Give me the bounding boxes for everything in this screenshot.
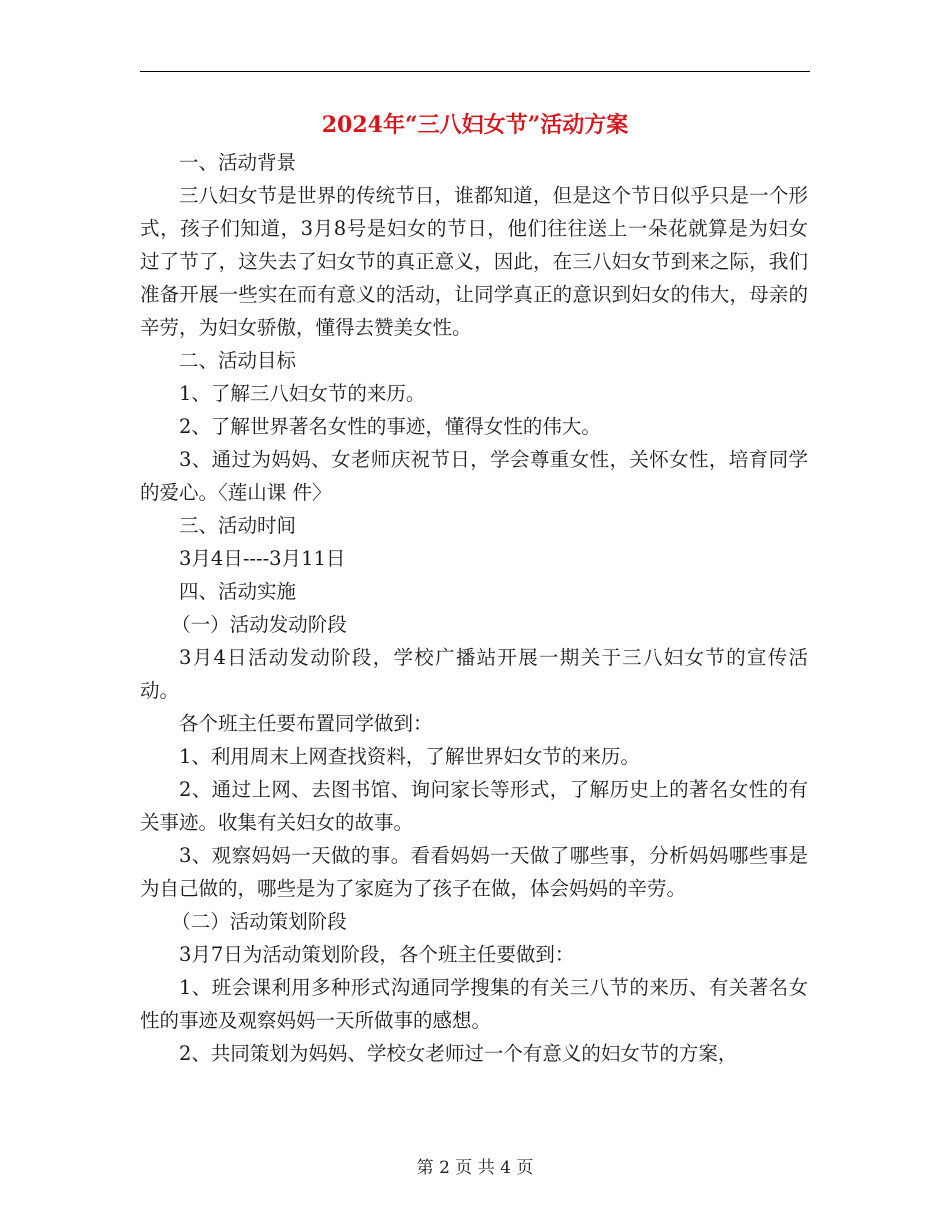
paragraph: 1、了解三八妇女节的来历。	[179, 382, 426, 405]
document-title: 2024年“三八妇女节”活动方案	[321, 112, 629, 138]
paragraph: 3月4日----3月11日	[179, 547, 346, 570]
paragraph: （二）活动策划阶段	[171, 910, 347, 933]
document-body	[140, 146, 808, 1070]
paragraph: 1、班会课利用多种形式沟通同学搜集的有关三八节的来历、有关著名女性的事迹及观察妈妈一天所做事的感想。	[140, 976, 808, 1032]
paragraph: 3、观察妈妈一天做的事。看看妈妈一天做了哪些事，分析妈妈哪些事是为自己做的，哪些是为了家庭为了孩子在做，体会妈妈的辛劳。	[140, 844, 808, 900]
paragraph: 1、利用周末上网查找资料，了解世界妇女节的来历。	[179, 745, 640, 768]
paragraph: 三八妇女节是世界的传统节日，谁都知道，但是这个节日似乎只是一个形式，孩子们知道，3月8号是妇女的节日，他们往往送上一朵花就算是为妇女过了节了，这失去了妇女节的真正意义，因此，在三八妇女节到来之际，我们准备开展一些实在而有意义的活动，让同学真正的意识到妇女的伟大，母亲的辛劳，为妇女骄傲，懂得去赞美女性。	[140, 184, 808, 339]
paragraph: 三、活动时间	[179, 514, 297, 537]
paragraph: 2、通过上网、去图书馆、询问家长等形式，了解历史上的著名女性的有关事迹。收集有关妇女的故事。	[140, 778, 808, 834]
paragraph: （一）活动发动阶段	[171, 613, 347, 636]
paragraph: 3月7日为活动策划阶段，各个班主任要做到：	[179, 943, 575, 966]
paragraph: 3、通过为妈妈、女老师庆祝节日，学会尊重女性，关怀女性，培育同学的爱心。〈莲山课 件〉	[140, 448, 808, 504]
paragraph: 四、活动实施	[179, 580, 297, 603]
paragraph: 2、了解世界著名女性的事迹，懂得女性的伟大。	[179, 415, 601, 438]
page-footer: 第 2 页 共 4 页	[416, 1158, 534, 1178]
paragraph: 二、活动目标	[179, 349, 297, 372]
paragraph: 一、活动背景	[179, 151, 297, 174]
header-rule	[140, 71, 810, 72]
paragraph: 各个班主任要布置同学做到：	[179, 712, 433, 735]
paragraph: 2、共同策划为妈妈、学校女老师过一个有意义的妇女节的方案，	[179, 1042, 738, 1065]
paragraph: 3月4日活动发动阶段，学校广播站开展一期关于三八妇女节的宣传活动。	[140, 646, 808, 702]
